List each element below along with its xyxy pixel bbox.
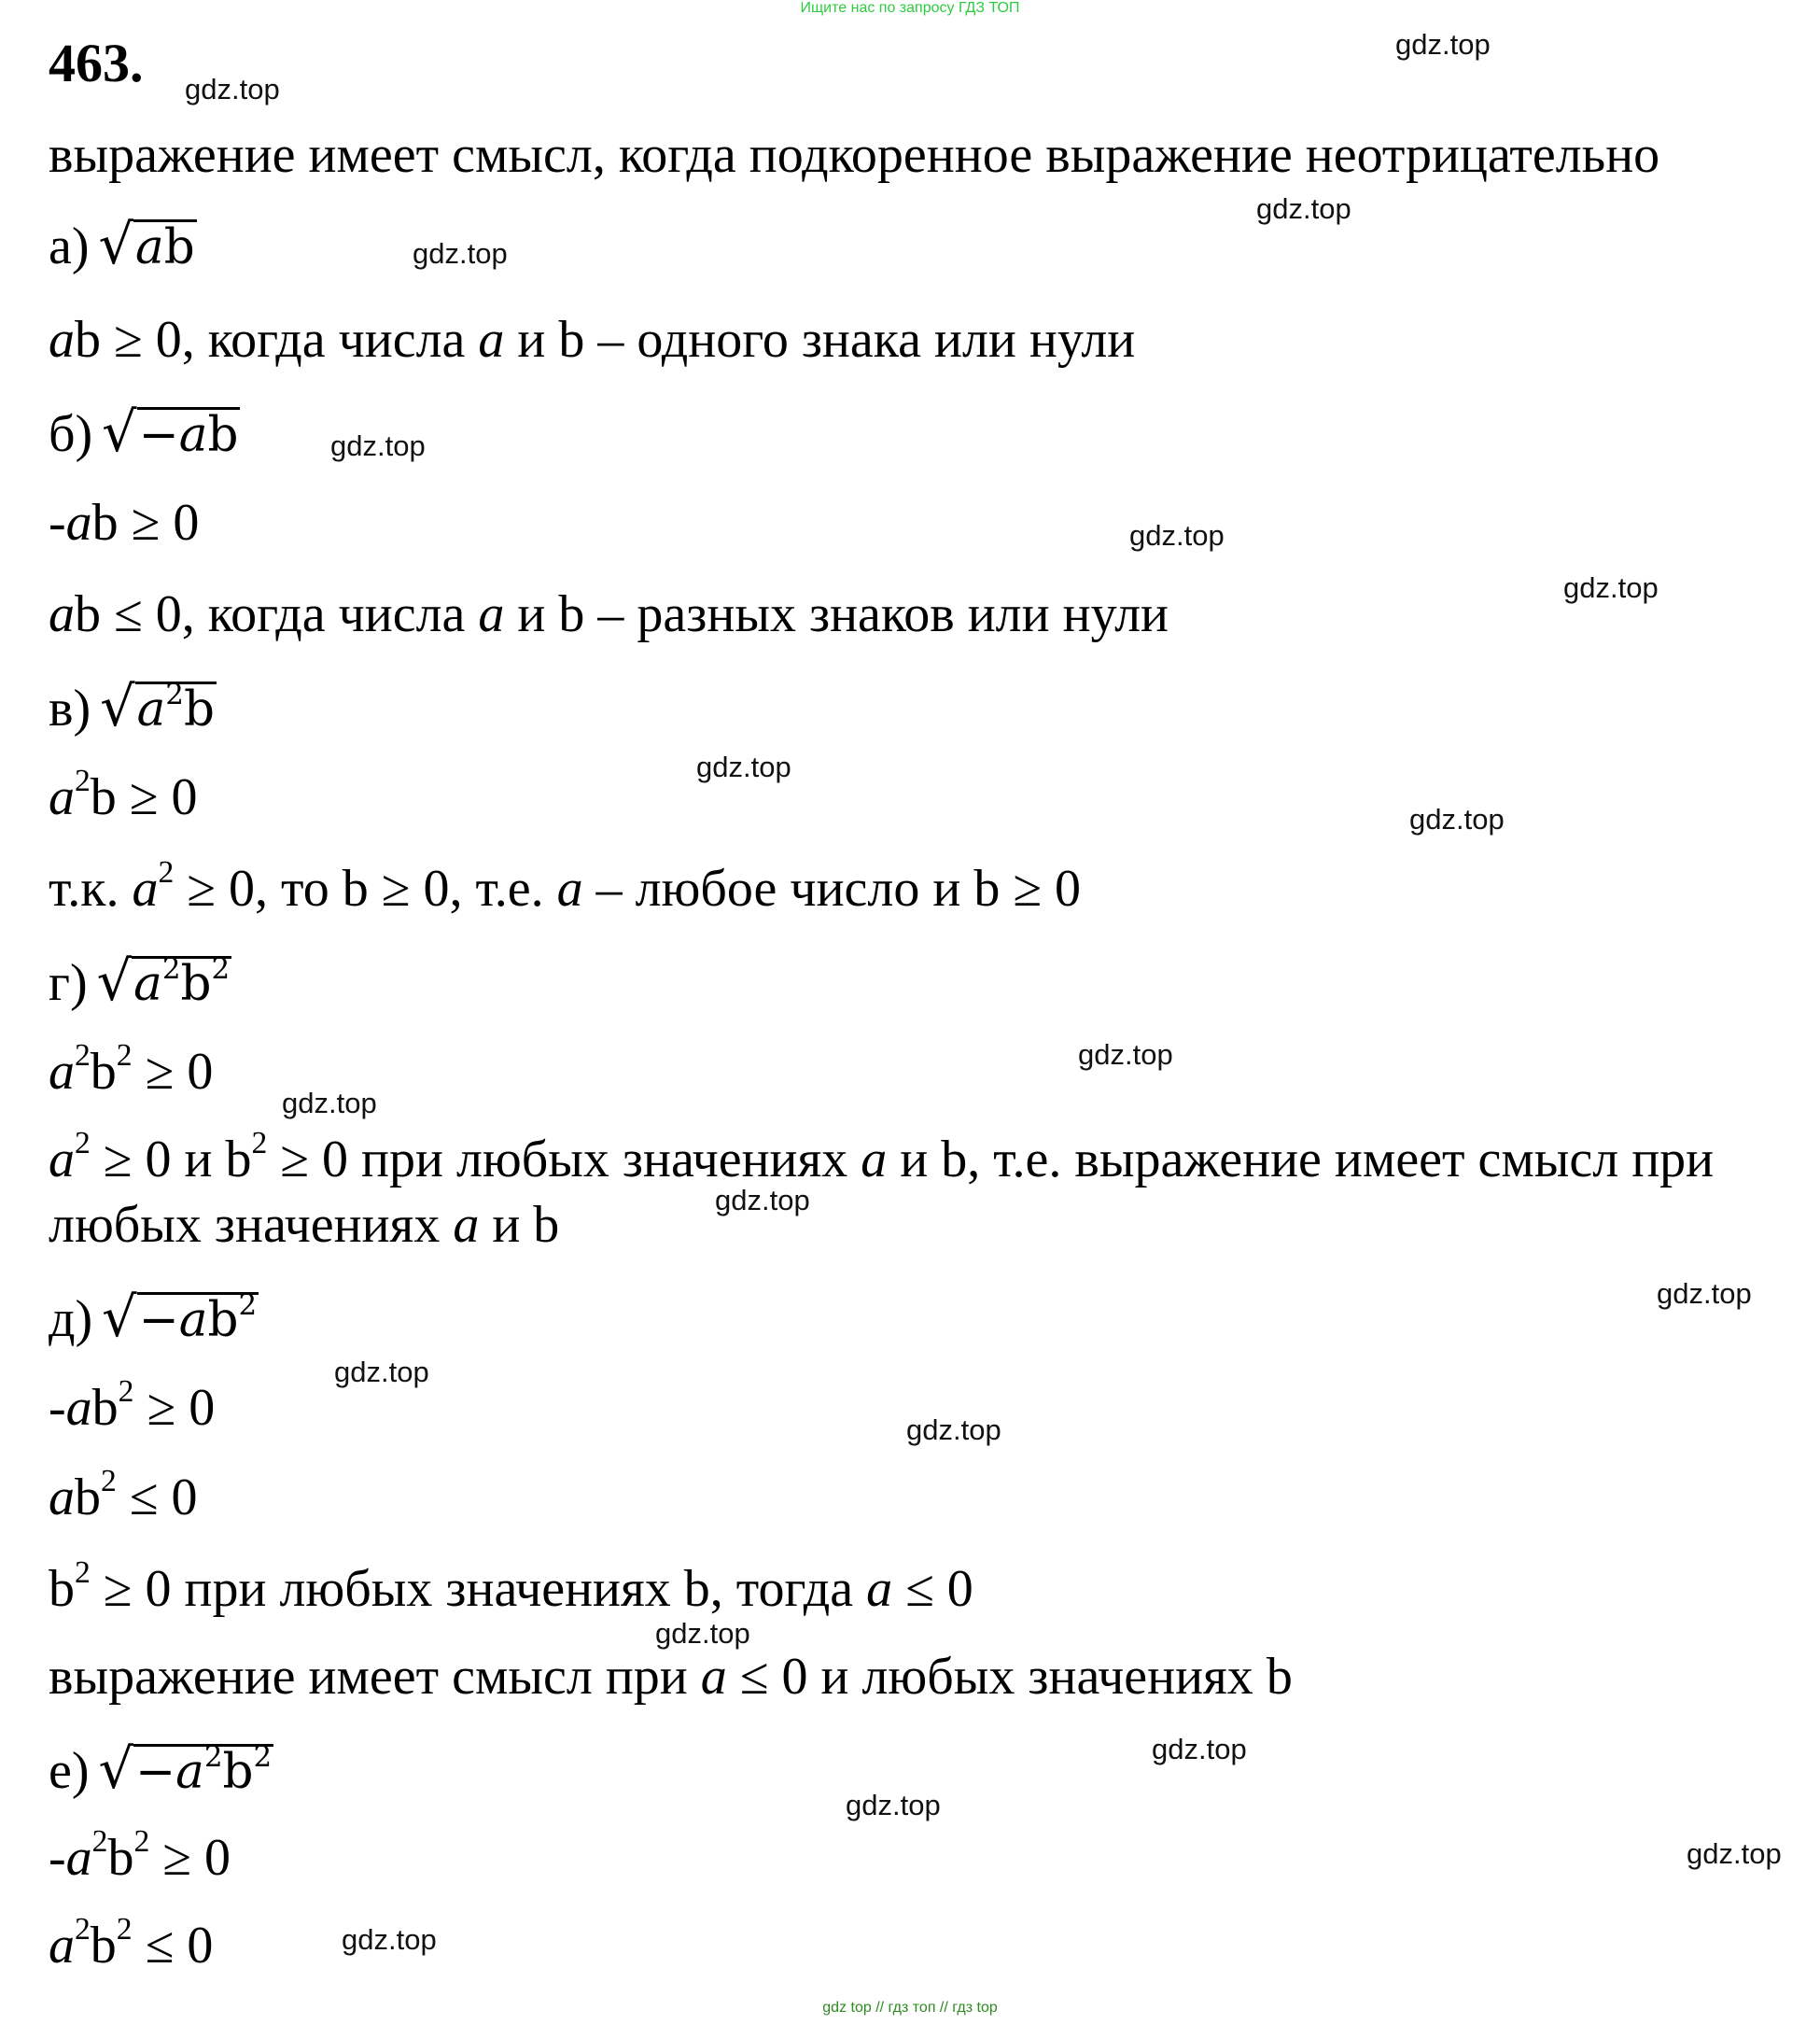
part-b-header [49,400,240,464]
part-d-line4: выражение имеет смысл при a ≤ 0 и любых значениях b [49,1648,1293,1706]
watermark: gdz.top [715,1184,810,1216]
part-b-line2: ab ≤ 0, когда числа a и b – разных знаков или нули [49,585,1169,643]
watermark: gdz.top [413,237,508,270]
part-g-header [49,949,231,1013]
bottom-banner: gdz top // гдз топ // гдз top [822,2000,998,2016]
part-g-root: $√a^2b^2$ [96,949,231,1013]
part-d-line1: $-ab^2 \ge 0$ [49,1373,216,1437]
part-b-line1: -ab ≥ 0 [49,494,200,552]
intro-text: выражение имеет смысл, когда подкоренное выражение неотрицательно [49,126,1660,184]
watermark: gdz.top [846,1789,941,1821]
part-a-label: а) [49,218,90,275]
part-b-label: б) [49,405,93,463]
watermark: gdz.top [655,1617,750,1650]
watermark: gdz.top [1078,1038,1173,1071]
part-d-line3: $b^2 \ge 0$ при любых значениях b, тогда a ≤ 0 [49,1554,973,1618]
watermark: gdz.top [906,1413,1001,1446]
watermark: gdz.top [185,73,280,105]
part-v-line2: т.к. $a^2 \ge 0$, то b ≥ 0, т.е. a – любое число и b ≥ 0 [49,854,1082,918]
part-b-root: √−ab [102,400,239,464]
watermark: gdz.top [1152,1733,1247,1765]
part-v-header [49,674,217,738]
part-v-line1: $a^2b \ge 0$ [49,763,198,826]
part-g-label: г) [49,954,88,1012]
part-e-root: $√-a^2b^2$ [98,1736,273,1801]
part-a-root: √ab [98,212,195,276]
part-e-line1: $-a^2b^2 \ge 0$ [49,1823,231,1887]
watermark: gdz.top [1256,192,1351,225]
part-e-line2: $a^2b^2 \le 0$ [49,1911,214,1975]
watermark: gdz.top [282,1087,377,1119]
watermark: gdz.top [1657,1277,1752,1310]
part-g-line1: $a^2b^2 \ge 0$ [49,1037,214,1101]
part-g-line3: любых значениях a и b [49,1196,560,1254]
watermark: gdz.top [1687,1837,1782,1870]
part-a-header [49,212,197,276]
top-banner: Ищите нас по запросу ГДЗ ТОП [800,0,1020,16]
watermark: gdz.top [330,429,426,462]
part-e-label: е) [49,1742,90,1800]
watermark: gdz.top [342,1923,437,1956]
problem-number: 463. [49,33,144,93]
watermark: gdz.top [1409,803,1505,836]
watermark: gdz.top [1395,28,1491,61]
part-v-root: $√a^2b$ [100,674,215,738]
part-g-line2: $a^2 \ge 0$ и $b^2 \ge 0$ при любых значениях a и b, т.е. выражение имеет смысл при [49,1125,1715,1188]
part-d-header [49,1285,259,1349]
part-d-root: $√-ab^2$ [102,1285,258,1349]
part-a-line1: ab ≥ 0, когда числа a и b – одного знака или нули [49,311,1136,369]
part-e-header [49,1736,273,1801]
part-d-line2: $ab^2 \le 0$ [49,1463,198,1526]
watermark: gdz.top [696,751,791,783]
watermark: gdz.top [1563,571,1659,604]
watermark: gdz.top [334,1356,429,1388]
part-d-label: д) [49,1290,93,1348]
watermark: gdz.top [1129,519,1225,552]
part-v-label: в) [49,680,91,738]
